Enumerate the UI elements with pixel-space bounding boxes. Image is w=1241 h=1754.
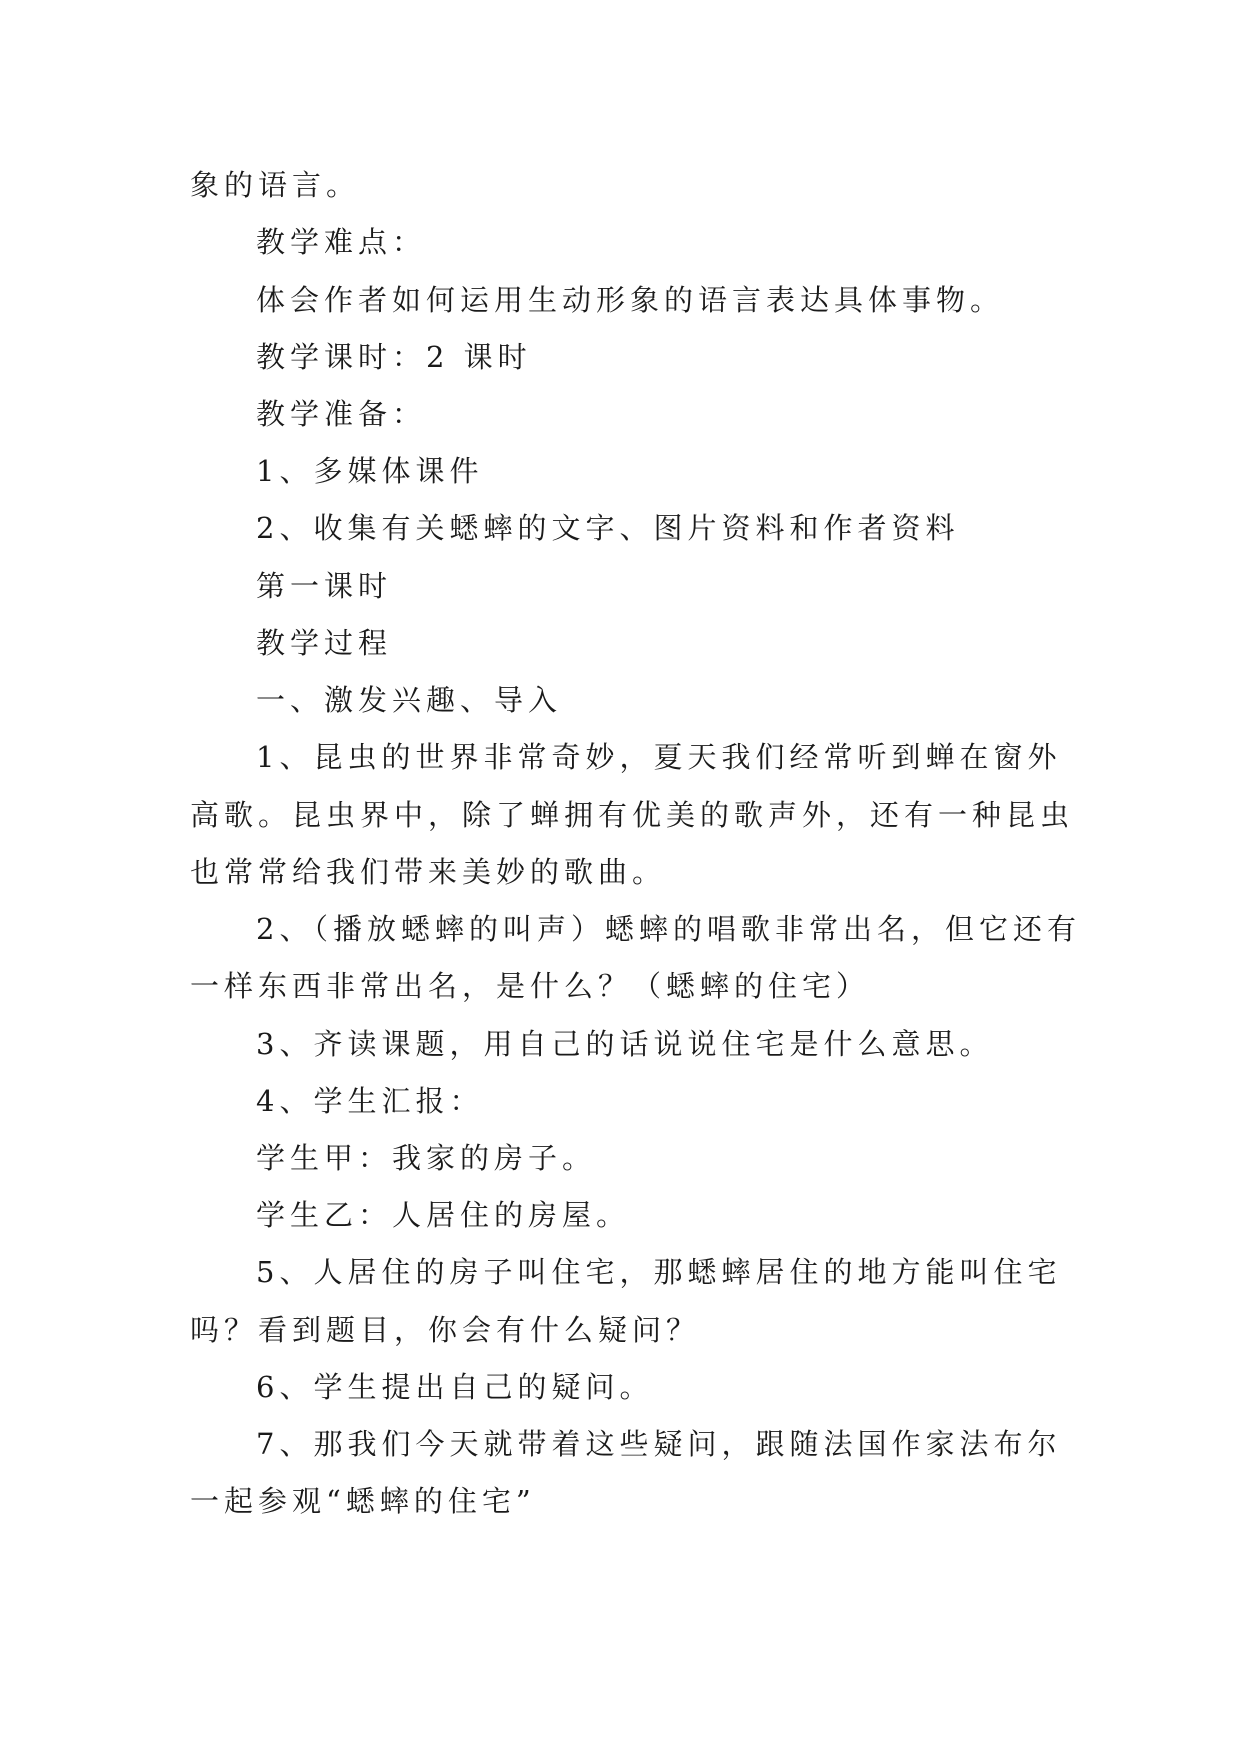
paragraph-line: 2、（播放蟋蟀的叫声）蟋蟀的唱歌非常出名，但它还有 [256, 912, 1081, 946]
paragraph-line: 一样东西非常出名，是什么？（蟋蟀的住宅） [190, 969, 871, 1003]
paragraph-line: 5、人居住的房子叫住宅，那蟋蟀居住的地方能叫住宅 [256, 1255, 1062, 1289]
paragraph-line: 7、那我们今天就带着这些疑问，跟随法国作家法布尔 [256, 1427, 1062, 1461]
heading-teaching-process: 教学过程 [256, 626, 393, 660]
text-line: 体会作者如何运用生动形象的语言表达具体事物。 [256, 283, 1005, 317]
text-line-class-hours: 教学课时：2 课时 [256, 340, 532, 374]
text-line-continuation: 象的语言。 [190, 168, 361, 202]
paragraph-line: 6、学生提出自己的疑问。 [256, 1370, 654, 1404]
list-item: 2、收集有关蟋蟀的文字、图片资料和作者资料 [256, 511, 960, 545]
paragraph-line: 吗？看到题目，你会有什么疑问？ [190, 1313, 701, 1347]
paragraph-line: 一起参观“蟋蟀的住宅” [190, 1484, 536, 1518]
paragraph-line: 1、昆虫的世界非常奇妙，夏天我们经常听到蝉在窗外 [256, 740, 1062, 774]
list-item: 1、多媒体课件 [256, 454, 484, 488]
paragraph-line: 学生甲：我家的房子。 [256, 1141, 597, 1175]
heading-teaching-preparation: 教学准备： [256, 397, 427, 431]
paragraph-line: 学生乙：人居住的房屋。 [256, 1198, 631, 1232]
paragraph-line: 4、学生汇报： [256, 1084, 484, 1118]
heading-first-lesson: 第一课时 [256, 569, 393, 603]
paragraph-line: 3、齐读课题，用自己的话说说住宅是什么意思。 [256, 1027, 994, 1061]
paragraph-line: 也常常给我们带来美妙的歌曲。 [190, 855, 667, 889]
heading-teaching-difficulty: 教学难点： [256, 225, 427, 259]
heading-section-one: 一、激发兴趣、导入 [256, 683, 563, 717]
paragraph-line: 高歌。昆虫界中，除了蝉拥有优美的歌声外，还有一种昆虫 [190, 798, 1075, 832]
